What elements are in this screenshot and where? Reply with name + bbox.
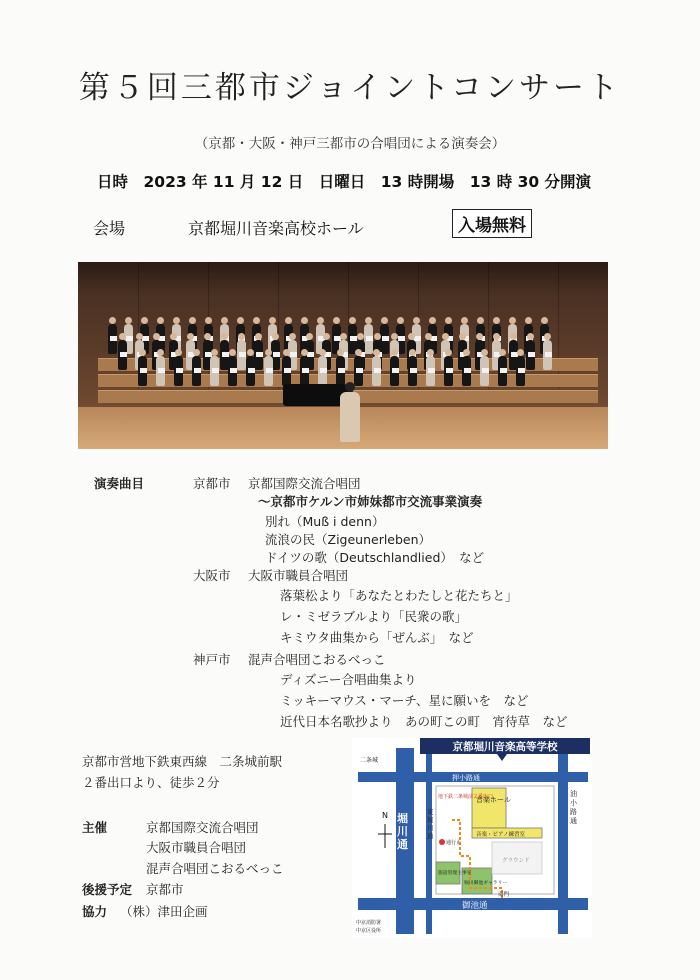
- music-score: [414, 336, 421, 341]
- venue-name: 京都堀川音楽高校ホール: [188, 219, 364, 238]
- music-score: [140, 368, 147, 373]
- music-score: [446, 368, 453, 373]
- music-score: [194, 368, 201, 373]
- music-score: [518, 368, 525, 373]
- map-street: [426, 748, 432, 934]
- organizer-item: 混声合唱団こおるべっこ: [146, 861, 284, 876]
- north-label: N: [382, 811, 388, 820]
- program-heading: 演奏曲目: [94, 476, 145, 491]
- map-ward-office-label: 中京区役所: [356, 928, 382, 934]
- street-label-oike: 御池通: [462, 901, 488, 911]
- access-walk: ２番出口より、徒歩２分: [82, 775, 220, 790]
- map-exit-label: 地下鉄二条城前２番出口: [438, 794, 494, 800]
- access-station: 京都市営地下鉄東西線 二条城前駅: [82, 754, 283, 769]
- music-score: [410, 368, 417, 373]
- map-gallery-label: 堀川御池ギャラリー: [464, 881, 508, 886]
- music-score: [273, 352, 280, 357]
- map-gate-label: 通行止: [446, 840, 462, 846]
- street-label-aburanokoji: 油小路通: [570, 790, 577, 825]
- music-score: [320, 368, 327, 373]
- music-score: [110, 336, 117, 341]
- cooperation-label: 協力: [82, 904, 108, 919]
- organizer-label: 主催: [82, 820, 108, 835]
- music-score: [398, 336, 405, 341]
- program-song: ディズニー合唱曲集より: [280, 672, 417, 687]
- organizer-item: 京都国際交流合唱団: [146, 820, 259, 835]
- program-city-kyoto: 京都市: [193, 476, 231, 491]
- music-score: [222, 352, 229, 357]
- music-score: [126, 336, 133, 341]
- music-score: [464, 368, 471, 373]
- music-score: [284, 368, 291, 373]
- music-score: [142, 336, 149, 341]
- program-song: 流浪の民（Zigeunerleben）: [265, 532, 432, 547]
- music-score: [290, 352, 297, 357]
- music-score: [248, 368, 255, 373]
- music-score: [366, 336, 373, 341]
- program-song: キミウタ曲集から「ぜんぶ」 など: [280, 630, 474, 645]
- map-school-name: 京都堀川音楽高等学校: [452, 741, 558, 753]
- music-score: [482, 368, 489, 373]
- free-admission-badge: 入場無料: [452, 209, 532, 238]
- map-admin-label: 施設管理主事室: [438, 871, 472, 876]
- street-label-higashihorikawa: 東堀川通: [427, 808, 434, 840]
- music-score: [230, 368, 237, 373]
- program-song: 別れ（Muß i denn）: [265, 514, 385, 529]
- music-score: [212, 368, 219, 373]
- music-score: [392, 368, 399, 373]
- music-score: [176, 368, 183, 373]
- program-city-kobe: 神戸市: [193, 652, 231, 667]
- concert-subtitle: （京都・大阪・神戸三都市の合唱団による演奏会）: [194, 136, 506, 152]
- cooperation-value: （株）津田企画: [120, 904, 208, 919]
- program-song: ドイツの歌（Deutschlandlied） など: [265, 550, 485, 565]
- venue-map: [352, 738, 592, 938]
- program-song: ミッキーマウス・マーチ、星に願いを など: [280, 693, 529, 708]
- map-practice-label: 音楽・ピアノ練習室: [476, 832, 526, 838]
- concert-title: 第５回三都市ジョイントコンサート: [78, 70, 622, 106]
- map-south-gate-label: 南門: [498, 892, 510, 898]
- support-label: 後援予定: [82, 882, 133, 897]
- event-datetime: 日時 2023 年 11 月 12 日 日曜日 13 時開場 13 時 30 分開演: [97, 173, 592, 191]
- street-label-horikawa: 堀川通: [397, 812, 408, 851]
- music-score: [356, 368, 363, 373]
- program-choir-kobe: 混声合唱団こおるべっこ: [248, 652, 386, 667]
- map-street: [558, 748, 568, 934]
- organizer-item: 大阪市職員合唱団: [146, 840, 247, 855]
- music-score: [382, 336, 389, 341]
- street-label-oshikoji: 押小路通: [452, 774, 480, 782]
- music-score: [528, 352, 535, 357]
- music-score: [266, 368, 273, 373]
- map-hall-label: 音楽ホール: [476, 796, 511, 804]
- no-entry-icon: [439, 839, 445, 845]
- music-score: [338, 368, 345, 373]
- music-score: [158, 368, 165, 373]
- program-choir-osaka: 大阪市職員合唱団: [248, 568, 349, 583]
- venue-label: 会場: [93, 219, 126, 238]
- conductor: [340, 392, 360, 442]
- map-nijo-castle-label: 二条城: [360, 757, 379, 764]
- program-choir-kyoto: 京都国際交流合唱団: [248, 476, 361, 491]
- map-fire-station-label: 中京消防署: [356, 920, 382, 926]
- support-value: 京都市: [146, 882, 184, 897]
- program-city-osaka: 大阪市: [193, 568, 231, 583]
- music-score: [500, 368, 507, 373]
- music-score: [374, 368, 381, 373]
- music-score: [256, 352, 263, 357]
- program-song: レ・ミゼラブルより「民衆の歌」: [280, 609, 468, 624]
- music-score: [302, 368, 309, 373]
- music-score: [545, 352, 552, 357]
- music-score: [350, 336, 357, 341]
- map-ground-label: グラウンド: [502, 858, 530, 864]
- program-song: 近代日本名歌抄より あの町この町 宵待草 など: [280, 714, 568, 729]
- program-song: 落葉松より「あなたとわたしと花たちと」: [280, 588, 518, 603]
- music-score: [239, 352, 246, 357]
- choir-photo: [78, 262, 608, 449]
- music-score: [428, 368, 435, 373]
- music-score: [307, 352, 314, 357]
- program-choir-kyoto-note: ～京都市ケルン市姉妹都市交流事業演奏: [258, 494, 483, 509]
- music-score: [120, 352, 127, 357]
